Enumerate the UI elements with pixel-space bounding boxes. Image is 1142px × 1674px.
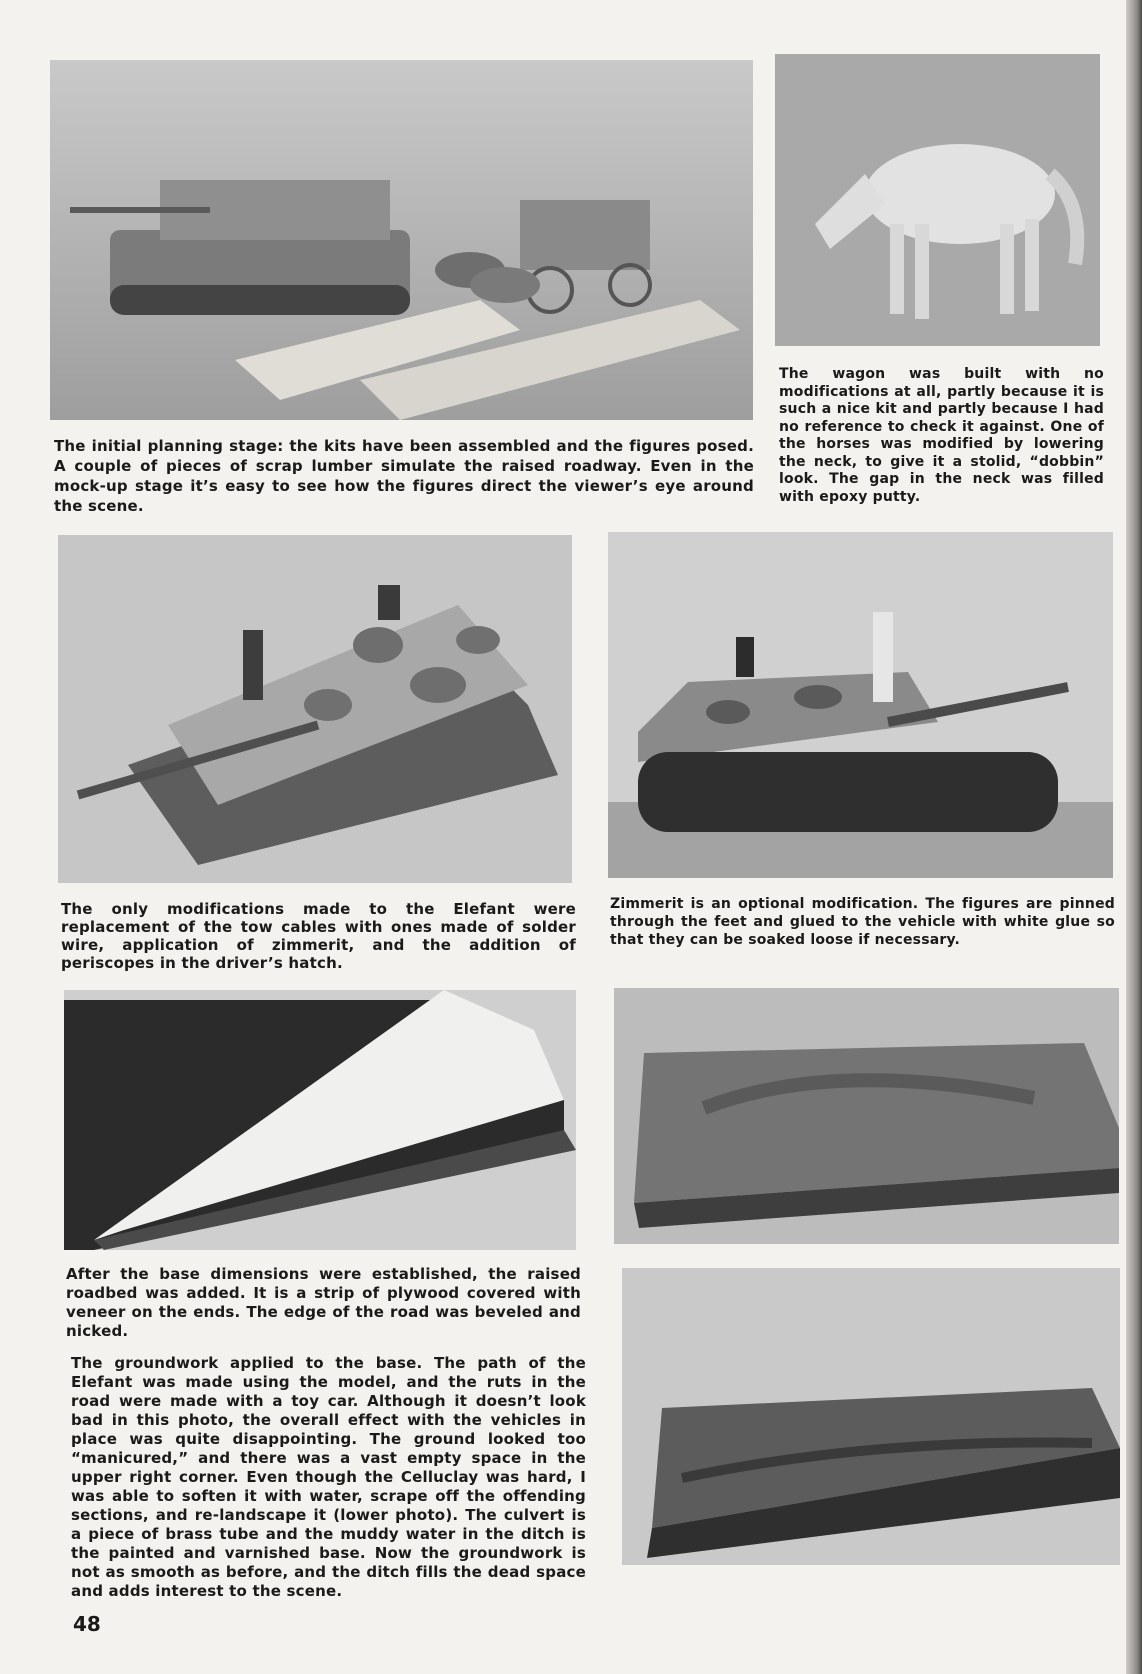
photo-elefant-top bbox=[58, 535, 572, 883]
caption-elefant-mods: The only modifications made to the Elefant were replacement of the tow cables with ones made of solder wire, application of zimmerit, and the addition of periscopes in the driver’s hatch. bbox=[61, 900, 576, 972]
caption-base: After the base dimensions were established, the raised roadbed was added. It is a strip of plywood covered with veneer on the ends. The edge of the road was beveled and nicked. bbox=[66, 1265, 581, 1340]
photo-wagon-horse bbox=[775, 54, 1100, 346]
photo-groundwork-before bbox=[614, 988, 1119, 1244]
caption-zimmerit: Zimmerit is an optional modification. The figures are pinned through the feet and glued to the vehicle with white glue so that they can be soaked loose if necessary. bbox=[610, 896, 1115, 948]
page-number: 48 bbox=[73, 1612, 101, 1636]
page-edge-shadow bbox=[1126, 0, 1142, 1674]
photo-base-roadbed bbox=[64, 990, 576, 1250]
photo-elefant-side bbox=[608, 532, 1113, 878]
caption-planning-stage: The initial planning stage: the kits have been assembled and the figures posed. A couple of pieces of scrap lumber simulate the raised roadway. Even in the mock-up stage it’s easy to see how the figures direct the viewer’s eye around the scene. bbox=[54, 437, 754, 515]
caption-wagon: The wagon was built with no modifications at all, partly because it is such a nice kit and partly because I had no reference to check it against. One of the horses was modified by lowering the neck, to give it a stolid, “dobbin” look. The gap in the neck was filled with epoxy putty. bbox=[779, 366, 1104, 505]
photo-groundwork-after bbox=[622, 1268, 1120, 1565]
caption-groundwork: The groundwork applied to the base. The path of the Elefant was made using the model, and the ruts in the road were made with a toy car. Although it doesn’t look bad in this photo, the overall effect with the vehicles in place was quite disappointing. The ground looked too “manicured,” and there was a vast empty space in the upper right corner. Even though the Celluclay was hard, I was able to soften it with water, scrape off the offending sections, and re-landscape it (lower photo). The culvert is a piece of brass tube and the muddy water in the ditch is the painted and varnished base. Now the groundwork is not as smooth as before, and the ditch fills the dead space and adds interest to the scene. bbox=[71, 1354, 586, 1600]
photo-planning-stage bbox=[50, 60, 753, 420]
